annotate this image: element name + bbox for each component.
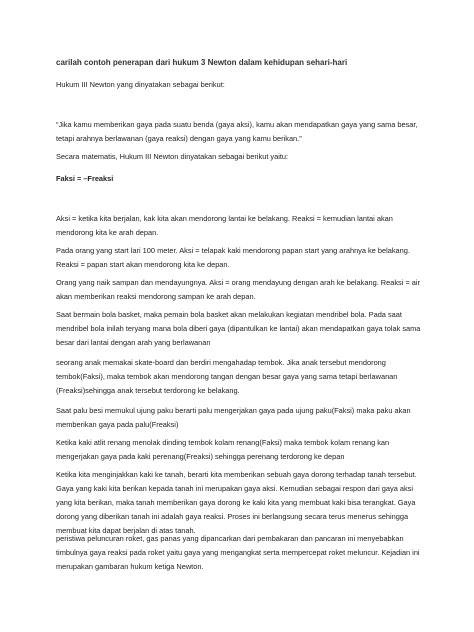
paragraph-running: Pada orang yang start lari 100 meter. Aksi = telapak kaki mendorong papan start yang arahnya ke belakang. Reaksi = papan start akan mendorong kita ke depan. xyxy=(56,246,410,269)
document-title: carilah contoh penerapan dari hukum 3 Newton dalam kehidupan sehari-hari xyxy=(56,58,348,67)
paragraph-swimmer: Ketika kaki atlit renang menolak dinding tembok kolam renang(Faksi) maka tembok kolam renang kan mengerjakan gaya pada kaki perenang(Freaksi) sehingga perenang terdorong ke depan xyxy=(56,438,390,461)
paragraph-math-intro: Secara matematis, Hukum III Newton dinyatakan sebagai berikut yaitu: xyxy=(56,152,289,161)
paragraph-skateboard: seorang anak memakai skate-board dan berdiri mengahadap tembok. Jika anak tersebut mendorong tembok(Faksi), maka tembok akan mendorong tangan dengan besar gaya yang sama tetapi berlawanan (Freaksi)sehingga anak tersebut terdorong ke belakang. xyxy=(56,358,398,395)
paragraph-basketball: Saat bermain bola basket, maka pemain bola basket akan melakukan kegiatan mendribel bola. Pada saat mendribel bola inilah teryang mana bola diberi gaya (dipantulkan ke lantai) akan mendapatkan gaya tolak sama besar dari lantai dengan arah yang berlawanan xyxy=(56,310,421,347)
paragraph-intro: Hukum III Newton yang dinyatakan sebagai berikut: xyxy=(56,80,225,89)
paragraph-quote: “Jika kamu memberikan gaya pada suatu benda (gaya aksi), kamu akan mendapatkan gaya yang sama besar, tetapi arahnya berlawanan (gaya reaksi) dengan gaya yang kamu berikan.” xyxy=(56,120,418,143)
formula: Faksi = –Freaksi xyxy=(56,174,114,183)
paragraph-hammer: Saat palu besi memukul ujung paku berarti palu mengerjakan gaya pada ujung paku(Faksi) maka paku akan memberikan gaya pada palu(Freaksi) xyxy=(56,406,411,429)
paragraph-walking: Aksi = ketika kita berjalan, kak kita akan mendorong lantai ke belakang. Reaksi = kemudian lantai akan mendorong kita ke arah depan. xyxy=(56,214,393,237)
paragraph-rocket: peristiwa peluncuran roket, gas panas yang dipancarkan dari pembakaran dan pancaran ini menyebabkan timbulnya gaya reaksi pada roket yaitu gaya yang mengangkat serta mempercepat roket meluncur. Kejadian ini merupakan gambaran hukum ketiga Newton. xyxy=(56,534,420,571)
paragraph-canoe: Orang yang naik sampan dan mendayungnya. Aksi = orang mendayung dengan arah ke belakang. Reaksi = air akan memberikan reaksi mendorong sampan ke arah depan. xyxy=(56,278,421,301)
paragraph-stepping: Ketika kita menginjakkan kaki ke tanah, berarti kita memberikan sebuah gaya dorong terhadap tanah tersebut. Gaya yang kaki kita berikan kepada tanah ini merupakan gaya aksi. Kemudian sebagai respon dari gaya aksi yang kita berikan, maka tanah memberikan gaya dorong ke kaki kita yang membuat kaki bisa terangkat. Gaya dorong yang diberikan tanah ini adalah gaya reaksi. Proses ini berlangsung secara terus menerus sehingga membuat kita dapat berjalan di atas tanah. xyxy=(56,470,417,535)
